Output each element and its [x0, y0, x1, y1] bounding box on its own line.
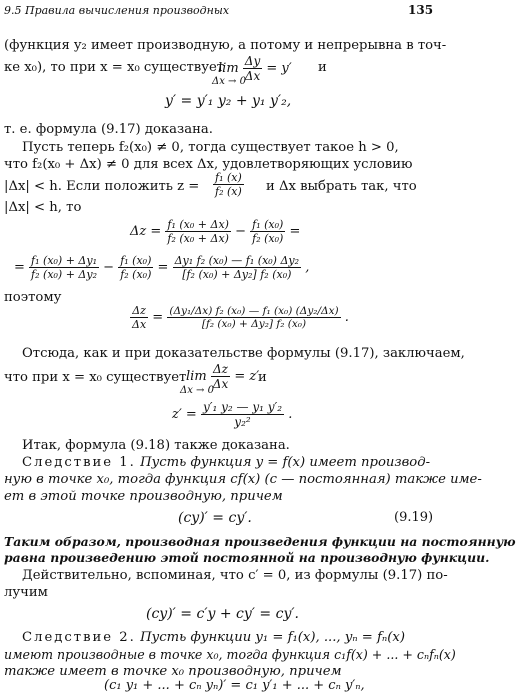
lim-operator: lim [186, 369, 207, 384]
quotient-equation [130, 304, 349, 331]
fraction-denominator: [f₂ (x₀) + Δy₂] f₂ (x₀) [201, 318, 307, 330]
delta-z-expansion [14, 254, 309, 281]
fraction-numerator: f₁ (x₀) + Δy₁ [31, 254, 97, 267]
fraction-numerator: f₁ (x) [215, 171, 242, 184]
corollary-label: Следствие 2. [22, 630, 136, 645]
text-line: и [318, 60, 327, 75]
text-line: (функция y₂ имеет производную, а потому и непрерывна в точ- [4, 38, 447, 53]
fraction-denominator: y₂² [234, 415, 251, 429]
fraction-denominator: f₂ (x₀) + Δy₂ [31, 268, 97, 281]
fraction-numerator: Δy₁ f₂ (x₀) — f₁ (x₀) Δy₂ [174, 254, 300, 267]
corollary-text: Пусть функции y₁ = f₁(x), ..., yₙ = fₙ(x) [140, 630, 405, 645]
text-line: лучим [4, 585, 48, 600]
fraction-denominator: Δx [212, 377, 229, 391]
minus-sign: − [235, 224, 246, 239]
minus-sign: − [103, 260, 115, 275]
text-line: имеют производные в точке x₀, тогда функция c₁f(x) + ... + cₙfₙ(x) [4, 647, 456, 662]
text-line: и Δx выбрать так, что [266, 179, 417, 194]
fraction-numerator: (Δy₁/Δx) f₂ (x₀) — f₁ (x₀) (Δy₂/Δx) [169, 305, 339, 317]
fraction-denominator: [f₂ (x₀) + Δy₂] f₂ (x₀) [182, 268, 292, 281]
text-line: т. е. формула (9.17) доказана. [4, 122, 213, 137]
text-line: поэтому [4, 290, 62, 305]
fraction-numerator: f₁ (x₀) [252, 218, 284, 231]
equation: (c₁ y₁ + ... + cₙ yₙ)′ = c₁ y′₁ + ... + cₙ y′ₙ, [104, 678, 365, 693]
limit-result: = z′ [234, 369, 260, 384]
page-number: 135 [408, 3, 434, 17]
fraction-denominator: f₂ (x) [215, 185, 242, 198]
comma: , [305, 260, 310, 275]
running-header: 9.5 Правила вычисления производных [4, 4, 230, 17]
equals-sign: = [152, 310, 164, 325]
period: . [344, 310, 349, 325]
equation: (cy)′ = cy′. [178, 510, 252, 526]
fraction-numerator: Δz [211, 362, 230, 377]
text-line: что при x = x₀ существует [4, 370, 187, 385]
text-line: Таким образом, производная произведения функции на постоянную [4, 534, 516, 549]
equation-lhs: Δz = [130, 224, 162, 239]
delta-z-equation [130, 218, 300, 245]
equation-number: (9.19) [394, 510, 434, 525]
text-line: Отсюда, как и при доказательстве формулы (9.17), заключаем, [22, 346, 465, 361]
z-definition [213, 171, 244, 198]
fraction-denominator: Δx [244, 69, 261, 83]
fraction-denominator: f₂ (x₀) [252, 232, 284, 245]
text-line: ет в этой точке производную, причем [4, 489, 283, 504]
text-line: также имеет в точке x₀ производную, причем [4, 664, 342, 679]
limit-result: = y′ [266, 61, 292, 76]
period: . [288, 407, 293, 422]
fraction-denominator: Δx [132, 318, 147, 331]
fraction-denominator: f₂ (x₀ + Δx) [167, 232, 229, 245]
text-line: ную в точке x₀, тогда функция cf(x) (c — постоянная) также име- [4, 472, 482, 487]
equation: (cy)′ = c′y + cy′ = cy′. [146, 606, 299, 622]
limit-subscript: Δx → 0 [180, 385, 214, 396]
text-line: равна произведению этой постоянной на производную функции. [4, 550, 490, 565]
corollary-text: Пусть функция y = f(x) имеет производ- [140, 455, 431, 470]
text-line: Действительно, вспоминая, что c′ = 0, из формулы (9.17) по- [22, 568, 448, 583]
equals-sign: = [289, 224, 301, 239]
lim-operator: lim [218, 61, 239, 76]
fraction-numerator: Δz [130, 304, 148, 318]
fraction-numerator: y′₁ y₂ — y₁ y′₂ [202, 400, 283, 414]
fraction-numerator: f₁ (x₀) [120, 254, 152, 267]
text-line: Итак, формула (9.18) также доказана. [22, 438, 290, 453]
limit-subscript: Δx → 0 [212, 76, 246, 87]
equals-sign: = [157, 260, 169, 275]
equation: y′ = y′₁ y₂ + y₁ y′₂, [165, 93, 292, 109]
equals-sign: = [14, 260, 25, 275]
text-line: Пусть теперь f₂(x₀) ≠ 0, тогда существует такое h > 0, [22, 140, 399, 155]
text-line: и [258, 370, 267, 385]
text-line: ке x₀), то при x = x₀ существует [4, 60, 225, 75]
fraction-denominator: f₂ (x₀) [120, 268, 152, 281]
corollary-label: Следствие 1. [22, 455, 136, 470]
corollary-1 [22, 455, 430, 471]
z-prime-equation [172, 400, 292, 429]
text-line: |Δx| < h, то [4, 200, 82, 215]
corollary-2 [22, 630, 405, 646]
text-line: |Δx| < h. Если положить z = [4, 179, 200, 194]
fraction-numerator: f₁ (x₀ + Δx) [167, 218, 229, 231]
text-line: что f₂(x₀ + Δx) ≠ 0 для всех Δx, удовлетворяющих условию [4, 157, 413, 172]
equation-lhs: z′ = [172, 407, 197, 422]
fraction-numerator: Δy [244, 54, 261, 68]
